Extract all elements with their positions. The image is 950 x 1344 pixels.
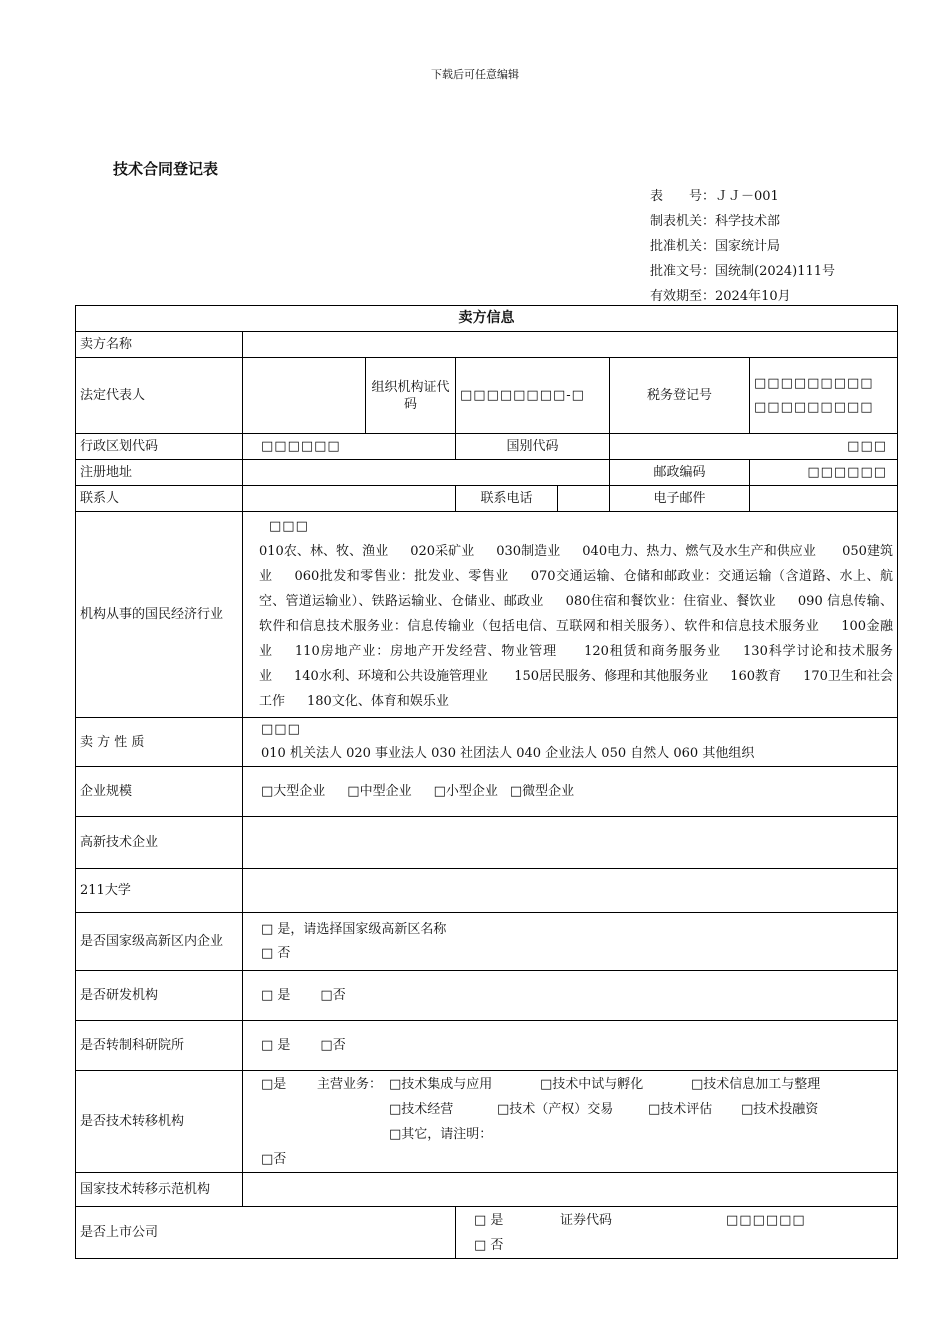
- tax-boxes-1: □□□□□□□□□: [754, 375, 874, 391]
- label-org-code: 组织机构证代码: [366, 358, 456, 434]
- industry-item: 160教育: [730, 669, 782, 684]
- industry-item: 180文化、体育和娱乐业: [307, 694, 449, 709]
- biz-option[interactable]: □技术评估: [648, 1101, 713, 1117]
- field-hightech[interactable]: [243, 817, 898, 869]
- biz-option[interactable]: □技术投融资: [741, 1101, 819, 1117]
- listed-no-checkbox[interactable]: □ 否: [474, 1237, 504, 1253]
- industry-item: 120租赁和商务服务业: [584, 644, 722, 659]
- label-scale: 企业规模: [76, 767, 243, 817]
- field-convert[interactable]: [243, 1021, 898, 1071]
- field-zone[interactable]: [243, 913, 898, 971]
- label-contact: 联系人: [76, 486, 243, 512]
- industry-item: 020采矿业: [410, 544, 475, 559]
- field-address[interactable]: [243, 460, 610, 486]
- field-industry[interactable]: [243, 512, 898, 718]
- label-listed: 是否上市公司: [76, 1207, 456, 1259]
- label-region-code: 行政区划代码: [76, 434, 243, 460]
- nature-boxes: □□□: [261, 722, 301, 737]
- rd-no-checkbox[interactable]: □否: [320, 988, 346, 1003]
- label-rd: 是否研发机构: [76, 971, 243, 1021]
- zone-no-checkbox[interactable]: □ 否: [261, 945, 291, 961]
- label-phone: 联系电话: [456, 486, 558, 512]
- biz-option[interactable]: □技术中试与孵化: [540, 1076, 644, 1092]
- field-postcode[interactable]: □□□□□□: [750, 460, 898, 486]
- stock-code-boxes[interactable]: □□□□□□: [726, 1212, 806, 1228]
- biz-option[interactable]: □技术经营: [389, 1101, 454, 1117]
- label-country-code: 国别代码: [456, 434, 610, 460]
- meta-approver: 批准机关：国家统计局: [650, 239, 781, 254]
- field-email[interactable]: [750, 486, 898, 512]
- label-convert: 是否转制科研院所: [76, 1021, 243, 1071]
- scale-large-checkbox[interactable]: □大型企业: [261, 784, 326, 799]
- seller-info-table: [75, 305, 898, 1259]
- biz-option[interactable]: □技术（产权）交易: [497, 1101, 614, 1117]
- field-tax-no[interactable]: [750, 358, 898, 434]
- field-contact[interactable]: [243, 486, 456, 512]
- scale-medium-checkbox[interactable]: □中型企业: [347, 784, 412, 799]
- label-legal-rep: 法定代表人: [76, 358, 243, 434]
- industry-item: 110房地产业：房地产开发经营、物业管理: [294, 644, 558, 659]
- convert-yes-checkbox[interactable]: □ 是: [261, 1038, 291, 1053]
- label-nature: 卖 方 性 质: [76, 718, 243, 767]
- industry-item: 090 信息传输、软件和信息技术服务业：信息传输业（包括电信、互联网和相关服务）、软件和信息技术服务业: [259, 594, 894, 634]
- label-tax-no: 税务登记号: [610, 358, 750, 434]
- meta-valid-until: 有效期至：2024年10月: [650, 289, 791, 304]
- tax-boxes-2: □□□□□□□□□: [754, 399, 874, 415]
- meta-approval-no: 批准文号：国统制(2024)111号: [650, 264, 836, 279]
- field-scale[interactable]: [243, 767, 898, 817]
- industry-item: 100金融业: [259, 619, 894, 659]
- biz-option-other[interactable]: □其它，请注明：: [389, 1126, 493, 1142]
- industry-item: 040电力、热力、燃气及水生产和供应业: [582, 544, 816, 559]
- stock-code-label: 证券代码: [560, 1212, 613, 1228]
- field-seller-name[interactable]: [243, 332, 898, 358]
- industry-item: 050建筑业: [259, 544, 894, 584]
- field-region-code[interactable]: □□□□□□: [243, 434, 456, 460]
- industry-item: 070交通运输、仓储和邮政业：交通运输（含道路、水上、航空、管道运输业）、铁路运输业、仓储业、邮政业: [259, 569, 893, 609]
- label-transfer: 是否技术转移机构: [76, 1071, 243, 1173]
- field-demo[interactable]: [243, 1173, 898, 1207]
- meta-issuer: 制表机关：科学技术部: [650, 214, 781, 229]
- label-email: 电子邮件: [610, 486, 750, 512]
- industry-item: 170卫生和社会工作: [259, 669, 893, 709]
- label-zone: 是否国家级高新区内企业: [76, 913, 243, 971]
- scale-small-checkbox[interactable]: □小型企业: [433, 784, 498, 799]
- form-title: 技术合同登记表: [113, 160, 219, 178]
- label-address: 注册地址: [76, 460, 243, 486]
- scale-micro-checkbox[interactable]: □微型企业: [509, 784, 575, 799]
- label-211: 211大学: [76, 869, 243, 913]
- industry-item: 140水利、环境和公共设施管理业: [294, 669, 489, 684]
- convert-no-checkbox[interactable]: □否: [320, 1038, 346, 1053]
- label-postcode: 邮政编码: [610, 460, 750, 486]
- label-seller-name: 卖方名称: [76, 332, 243, 358]
- industry-item: 080住宿和餐饮业：住宿业、餐饮业: [565, 594, 776, 609]
- biz-option[interactable]: □技术集成与应用: [389, 1076, 493, 1092]
- field-org-code[interactable]: □□□□□□□□-□: [456, 358, 610, 434]
- industry-item: 130科学讨论和技术服务业: [259, 644, 893, 684]
- listed-yes-checkbox[interactable]: □ 是: [474, 1212, 504, 1228]
- label-hightech: 高新技术企业: [76, 817, 243, 869]
- field-rd[interactable]: [243, 971, 898, 1021]
- header-note: 下载后可任意编辑: [431, 68, 519, 81]
- field-legal-rep[interactable]: [243, 358, 366, 434]
- industry-item: 010农、林、牧、渔业: [259, 544, 389, 559]
- industry-item: 150居民服务、修理和其他服务业: [514, 669, 709, 684]
- field-211[interactable]: [243, 869, 898, 913]
- field-phone[interactable]: [558, 486, 610, 512]
- label-demo: 国家技术转移示范机构: [76, 1173, 243, 1207]
- field-transfer[interactable]: [243, 1071, 898, 1173]
- field-country-code[interactable]: □□□: [610, 434, 898, 460]
- section-title: 卖方信息: [76, 306, 898, 332]
- nature-options: 010 机关法人 020 事业法人 030 社团法人 040 企业法人 050 自然人 060 其他组织: [261, 746, 755, 761]
- label-industry: 机构从事的国民经济行业: [76, 512, 243, 718]
- field-nature[interactable]: [243, 718, 898, 767]
- transfer-yes-checkbox[interactable]: □是: [261, 1076, 287, 1092]
- zone-yes-checkbox[interactable]: □ 是，请选择国家级高新区名称: [261, 921, 447, 937]
- industry-item: 060批发和零售业：批发业、零售业: [294, 569, 509, 584]
- main-biz-label: 主营业务：: [317, 1076, 383, 1092]
- industry-item: 030制造业: [496, 544, 561, 559]
- industry-boxes: □□□: [269, 519, 309, 534]
- meta-form-no: 表 号：ＪＪ－001: [650, 189, 779, 204]
- transfer-no-checkbox[interactable]: □否: [261, 1151, 287, 1167]
- biz-option[interactable]: □技术信息加工与整理: [691, 1076, 821, 1092]
- rd-yes-checkbox[interactable]: □ 是: [261, 988, 291, 1003]
- field-listed[interactable]: [456, 1207, 898, 1259]
